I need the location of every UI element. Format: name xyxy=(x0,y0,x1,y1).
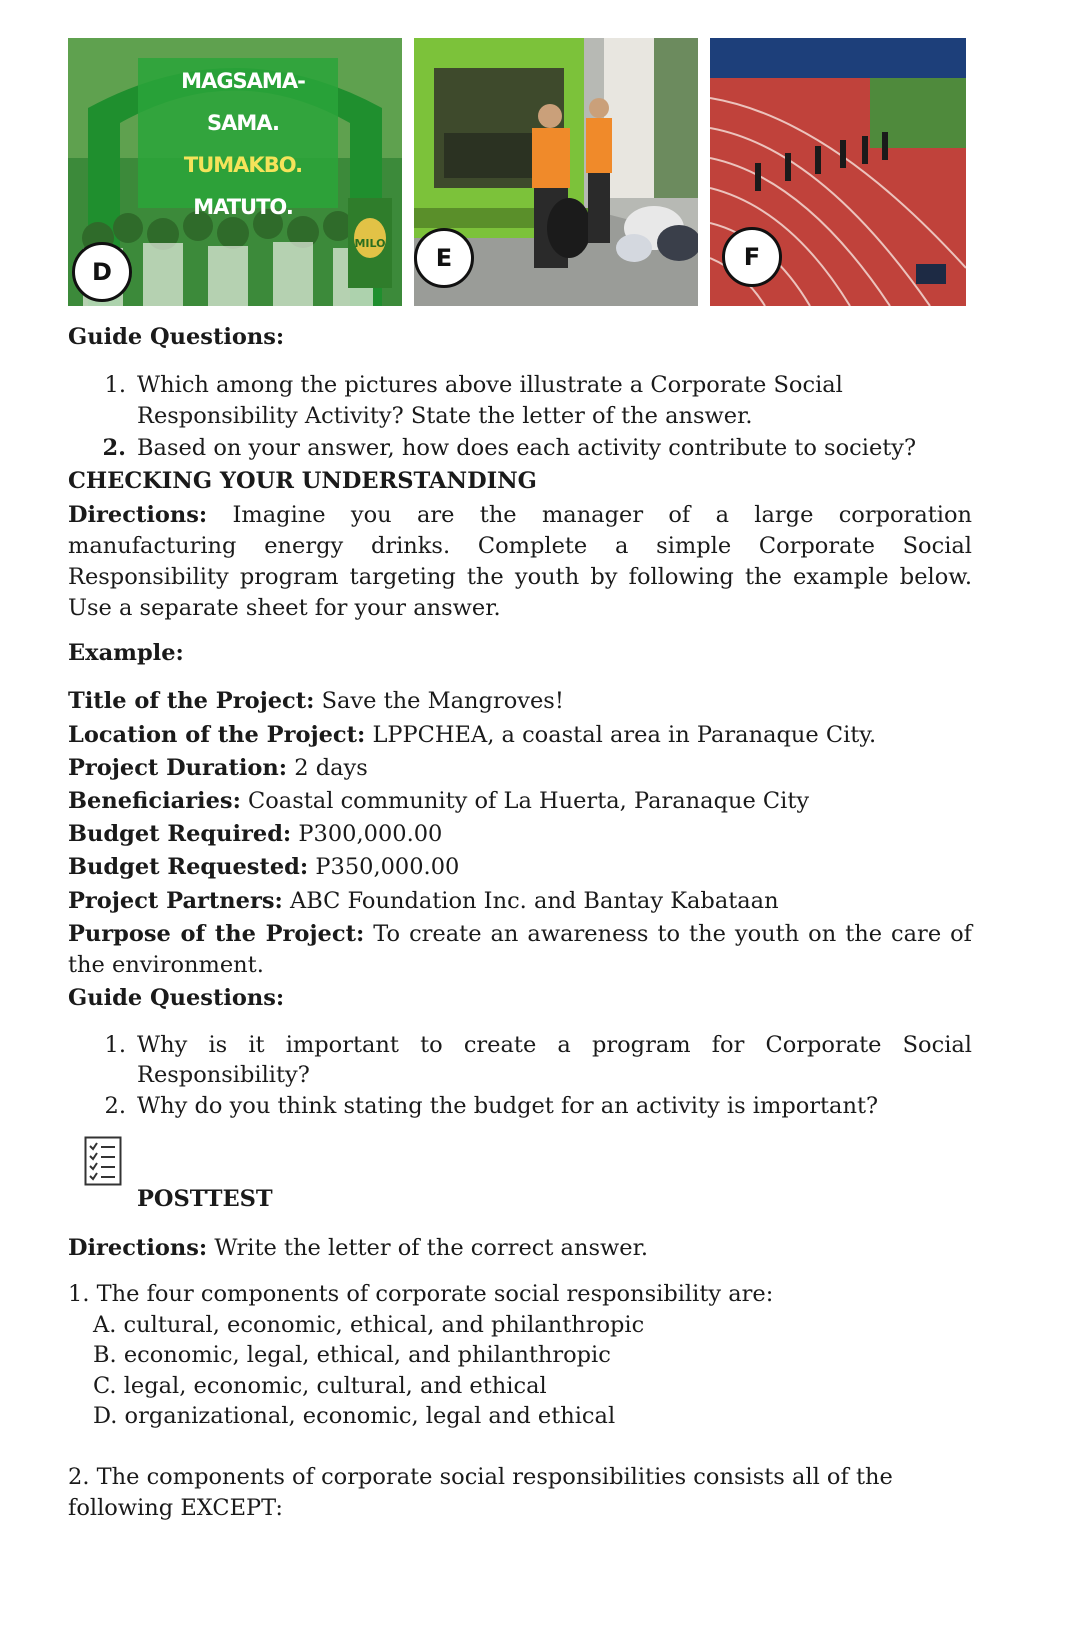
guide2-q2-number: 2. xyxy=(104,1093,126,1119)
banner-line-1: MAGSAMA-SAMA. xyxy=(181,69,305,135)
field-duration-label: Project Duration: xyxy=(68,755,288,781)
field-budget-requested-label: Budget Requested: xyxy=(68,854,309,880)
posttest-heading: POSTTEST xyxy=(137,1186,273,1212)
field-title-value: Save the Mangroves! xyxy=(314,688,564,714)
guide-q2: Based on your answer, how does each activity contribute to society? xyxy=(137,435,917,461)
posttest-q2-line2: following EXCEPT: xyxy=(68,1495,283,1521)
guide-q1-line1: Which among the pictures above illustrate a Corporate Social xyxy=(137,372,843,398)
posttest-directions xyxy=(68,1233,648,1264)
milo-logo: MILO xyxy=(354,237,386,250)
checklist-icon xyxy=(84,1136,122,1186)
field-beneficiaries-value: Coastal community of La Huerta, Paranaque City xyxy=(240,788,810,814)
field-budget-requested xyxy=(68,852,459,883)
banner-line-2: TUMAKBO. xyxy=(183,153,303,177)
guide2-q1-line2: Responsibility? xyxy=(137,1062,310,1088)
posttest-directions-label: Directions: xyxy=(68,1235,208,1261)
guide-questions-2-heading: Guide Questions: xyxy=(68,985,285,1011)
field-purpose xyxy=(68,919,972,981)
posttest-directions-text: Write the letter of the correct answer. xyxy=(207,1235,649,1261)
checking-heading: CHECKING YOUR UNDERSTANDING xyxy=(68,468,537,494)
milo-banner-text xyxy=(148,60,338,228)
guide-q2-number: 2. xyxy=(102,435,126,461)
field-purpose-label: Purpose of the Project: xyxy=(68,921,365,947)
checking-directions-text: Imagine you are the manager of a large corporation manufacturing energy drinks. Complete a simple Corporate Social Responsibility program targeting the youth by following the example below. Use a separate sheet for your answer. xyxy=(68,502,973,621)
field-budget-required-label: Budget Required: xyxy=(68,821,292,847)
posttest-q1: 1. The four components of corporate social responsibility are: xyxy=(68,1281,774,1307)
field-title xyxy=(68,686,564,717)
guide-questions-heading: Guide Questions: xyxy=(68,324,285,350)
field-duration xyxy=(68,753,368,784)
guide2-q2: Why do you think stating the budget for an activity is important? xyxy=(137,1093,879,1119)
field-beneficiaries xyxy=(68,786,809,817)
example-heading: Example: xyxy=(68,640,184,666)
field-budget-requested-value: P350,000.00 xyxy=(308,854,460,880)
field-location xyxy=(68,720,876,751)
posttest-q1-choice-d: D. organizational, economic, legal and ethical xyxy=(93,1403,616,1429)
field-location-label: Location of the Project: xyxy=(68,722,366,748)
posttest-q1-choice-b: B. economic, legal, ethical, and philanthropic xyxy=(93,1342,611,1368)
field-duration-value: 2 days xyxy=(287,755,368,781)
posttest-q1-choice-a: A. cultural, economic, ethical, and philanthropic xyxy=(93,1312,645,1338)
field-budget-required-value: P300,000.00 xyxy=(291,821,443,847)
field-partners xyxy=(68,886,779,917)
posttest-q2-line1: 2. The components of corporate social responsibilities consists all of the xyxy=(68,1464,893,1490)
field-location-value: LPPCHEA, a coastal area in Paranaque City. xyxy=(365,722,877,748)
field-partners-value: ABC Foundation Inc. and Bantay Kabataan xyxy=(282,888,779,914)
posttest-q1-choice-c: C. legal, economic, cultural, and ethical xyxy=(93,1373,547,1399)
checking-directions xyxy=(68,500,972,624)
banner-line-3: MATUTO. xyxy=(193,195,293,219)
guide-q1-number: 1. xyxy=(104,372,126,398)
field-purpose-value: To create an awareness to the youth on the care of the environment. xyxy=(68,921,973,978)
field-title-label: Title of the Project: xyxy=(68,688,315,714)
photo-label-e: E xyxy=(414,228,474,288)
guide2-q1-number: 1. xyxy=(104,1032,126,1058)
guide-q1-line2: Responsibility Activity? State the letter of the answer. xyxy=(137,403,753,429)
field-partners-label: Project Partners: xyxy=(68,888,283,914)
checking-directions-label: Directions: xyxy=(68,502,208,528)
photo-label-d: D xyxy=(72,242,132,302)
guide2-q1-line1: Why is it important to create a program for Corporate Social xyxy=(137,1032,972,1058)
field-beneficiaries-label: Beneficiaries: xyxy=(68,788,241,814)
photo-label-f: F xyxy=(722,227,782,287)
field-budget-required xyxy=(68,819,442,850)
